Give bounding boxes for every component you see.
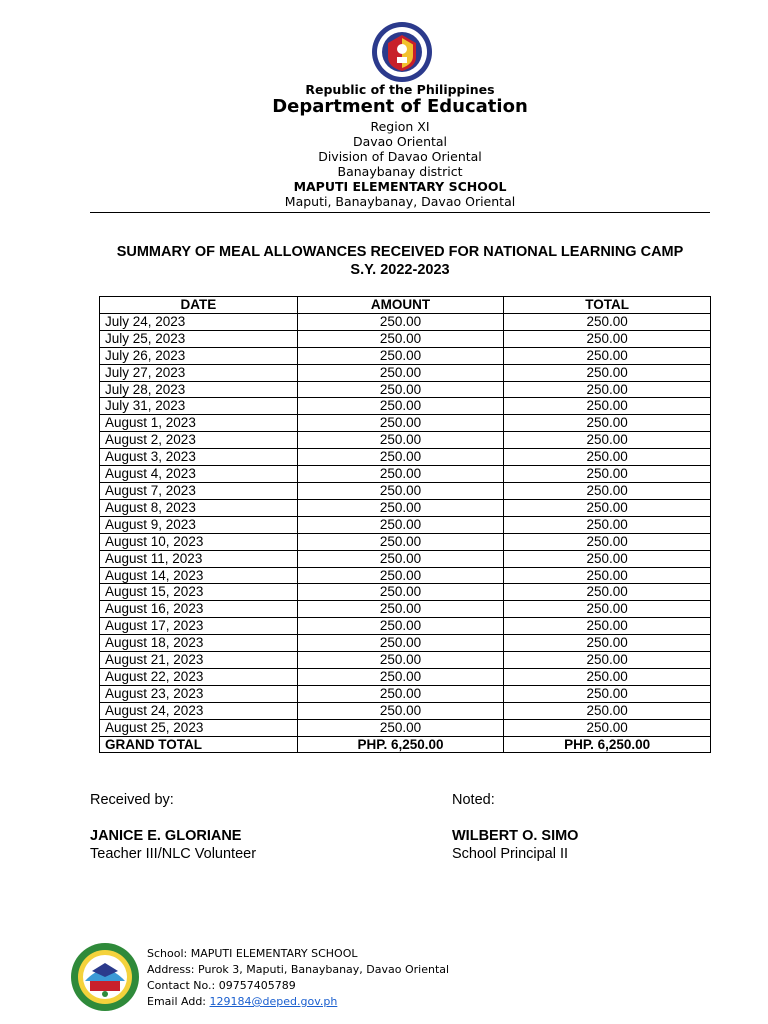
grand-total-row [100, 736, 711, 753]
total-cell: 250.00 [504, 652, 711, 669]
amount-cell: 250.00 [297, 652, 504, 669]
received-by-label: Received by: [90, 792, 174, 808]
table-row [100, 550, 711, 567]
amount-cell: 250.00 [297, 550, 504, 567]
table-row [100, 601, 711, 618]
republic-heading: Republic of the Philippines [305, 82, 495, 97]
table-row [100, 499, 711, 516]
noted-label: Noted: [452, 792, 495, 808]
total-cell: 250.00 [504, 668, 711, 685]
table-row [100, 432, 711, 449]
date-cell: July 28, 2023 [100, 381, 298, 398]
district-text: Banaybanay district [337, 164, 463, 179]
amount-cell: 250.00 [297, 567, 504, 584]
total-cell: 250.00 [504, 601, 711, 618]
date-cell: August 1, 2023 [100, 415, 298, 432]
table-row [100, 618, 711, 635]
table-row [100, 381, 711, 398]
date-cell: August 23, 2023 [100, 685, 298, 702]
column-header-total: TOTAL [504, 297, 711, 314]
amount-cell: 250.00 [297, 466, 504, 483]
noted-name: WILBERT O. SIMO [452, 828, 579, 844]
table-row [100, 482, 711, 499]
table-row [100, 702, 711, 719]
amount-cell: 250.00 [297, 432, 504, 449]
date-cell: July 31, 2023 [100, 398, 298, 415]
amount-cell: 250.00 [297, 449, 504, 466]
date-cell: August 2, 2023 [100, 432, 298, 449]
date-cell: July 25, 2023 [100, 330, 298, 347]
table-row [100, 415, 711, 432]
total-cell: 250.00 [504, 685, 711, 702]
amount-cell: 250.00 [297, 415, 504, 432]
received-by-name: JANICE E. GLORIANE [90, 828, 242, 844]
total-cell: 250.00 [504, 533, 711, 550]
footer-email-line [147, 994, 449, 1010]
total-cell: 250.00 [504, 432, 711, 449]
date-cell: August 10, 2023 [100, 533, 298, 550]
header-divider [90, 212, 710, 213]
date-cell: August 11, 2023 [100, 550, 298, 567]
date-cell: August 17, 2023 [100, 618, 298, 635]
table-row [100, 466, 711, 483]
amount-cell: 250.00 [297, 364, 504, 381]
total-cell: 250.00 [504, 381, 711, 398]
total-cell: 250.00 [504, 482, 711, 499]
total-cell: 250.00 [504, 719, 711, 736]
table-row [100, 398, 711, 415]
document-title: SUMMARY OF MEAL ALLOWANCES RECEIVED FOR NATIONAL LEARNING CAMP [116, 244, 684, 260]
amount-cell: 250.00 [297, 398, 504, 415]
received-by-position: Teacher III/NLC Volunteer [90, 846, 257, 862]
deped-seal-icon [371, 21, 433, 83]
total-cell: 250.00 [504, 449, 711, 466]
table-row [100, 719, 711, 736]
date-cell: August 21, 2023 [100, 652, 298, 669]
table-row [100, 330, 711, 347]
school-address: Maputi, Banaybanay, Davao Oriental [284, 194, 516, 209]
region-text: Region XI [370, 119, 430, 134]
table-row [100, 364, 711, 381]
table-row [100, 668, 711, 685]
school-logo-icon [70, 941, 140, 1013]
total-cell: 250.00 [504, 466, 711, 483]
division-text: Division of Davao Oriental [318, 149, 482, 164]
amount-cell: 250.00 [297, 601, 504, 618]
total-cell: 250.00 [504, 415, 711, 432]
table-header-row [100, 297, 711, 314]
school-year: S.Y. 2022-2023 [350, 262, 450, 278]
table-row [100, 449, 711, 466]
date-cell: August 16, 2023 [100, 601, 298, 618]
total-cell: 250.00 [504, 702, 711, 719]
date-cell: August 24, 2023 [100, 702, 298, 719]
date-cell: August 25, 2023 [100, 719, 298, 736]
total-cell: 250.00 [504, 347, 711, 364]
amount-cell: 250.00 [297, 685, 504, 702]
total-cell: 250.00 [504, 550, 711, 567]
table-row [100, 652, 711, 669]
table-row [100, 567, 711, 584]
column-header-date: DATE [100, 297, 298, 314]
table-row [100, 635, 711, 652]
total-cell: 250.00 [504, 567, 711, 584]
amount-cell: 250.00 [297, 482, 504, 499]
school-name: MAPUTI ELEMENTARY SCHOOL [293, 179, 507, 194]
footer-school: School: MAPUTI ELEMENTARY SCHOOL [147, 947, 358, 960]
amount-cell: 250.00 [297, 330, 504, 347]
total-cell: 250.00 [504, 618, 711, 635]
date-cell: August 4, 2023 [100, 466, 298, 483]
footer-contact-block [147, 946, 449, 1010]
table-row [100, 516, 711, 533]
table-row [100, 347, 711, 364]
meal-allowance-table [99, 296, 711, 753]
amount-cell: 250.00 [297, 618, 504, 635]
noted-position: School Principal II [452, 846, 569, 862]
footer-address: Address: Purok 3, Maputi, Banaybanay, Davao Oriental [147, 963, 450, 976]
amount-cell: 250.00 [297, 381, 504, 398]
date-cell: August 14, 2023 [100, 567, 298, 584]
total-cell: 250.00 [504, 364, 711, 381]
total-cell: 250.00 [504, 330, 711, 347]
date-cell: August 15, 2023 [100, 584, 298, 601]
footer-email-link[interactable]: 129184@deped.gov.ph [209, 995, 338, 1008]
total-cell: 250.00 [504, 499, 711, 516]
amount-cell: 250.00 [297, 313, 504, 330]
date-cell: August 22, 2023 [100, 668, 298, 685]
date-cell: July 24, 2023 [100, 313, 298, 330]
amount-cell: 250.00 [297, 668, 504, 685]
footer-email-label: Email Add: [147, 995, 210, 1008]
date-cell: August 7, 2023 [100, 482, 298, 499]
table-row [100, 533, 711, 550]
amount-cell: 250.00 [297, 533, 504, 550]
amount-cell: 250.00 [297, 635, 504, 652]
amount-cell: 250.00 [297, 719, 504, 736]
date-cell: August 3, 2023 [100, 449, 298, 466]
total-cell: 250.00 [504, 635, 711, 652]
date-cell: July 26, 2023 [100, 347, 298, 364]
grand-total-total: PHP. 6,250.00 [504, 736, 711, 753]
amount-cell: 250.00 [297, 702, 504, 719]
amount-cell: 250.00 [297, 516, 504, 533]
date-cell: July 27, 2023 [100, 364, 298, 381]
date-cell: August 9, 2023 [100, 516, 298, 533]
grand-total-label: GRAND TOTAL [100, 736, 298, 753]
total-cell: 250.00 [504, 313, 711, 330]
table-row [100, 313, 711, 330]
province-text: Davao Oriental [352, 134, 448, 149]
table-row [100, 685, 711, 702]
grand-total-amount: PHP. 6,250.00 [297, 736, 504, 753]
total-cell: 250.00 [504, 584, 711, 601]
date-cell: August 8, 2023 [100, 499, 298, 516]
date-cell: August 18, 2023 [100, 635, 298, 652]
table-row [100, 584, 711, 601]
department-heading: Department of Education [272, 96, 528, 117]
amount-cell: 250.00 [297, 347, 504, 364]
footer-contact: Contact No.: 09757405789 [147, 979, 296, 992]
total-cell: 250.00 [504, 398, 711, 415]
amount-cell: 250.00 [297, 499, 504, 516]
amount-cell: 250.00 [297, 584, 504, 601]
column-header-amount: AMOUNT [297, 297, 504, 314]
total-cell: 250.00 [504, 516, 711, 533]
